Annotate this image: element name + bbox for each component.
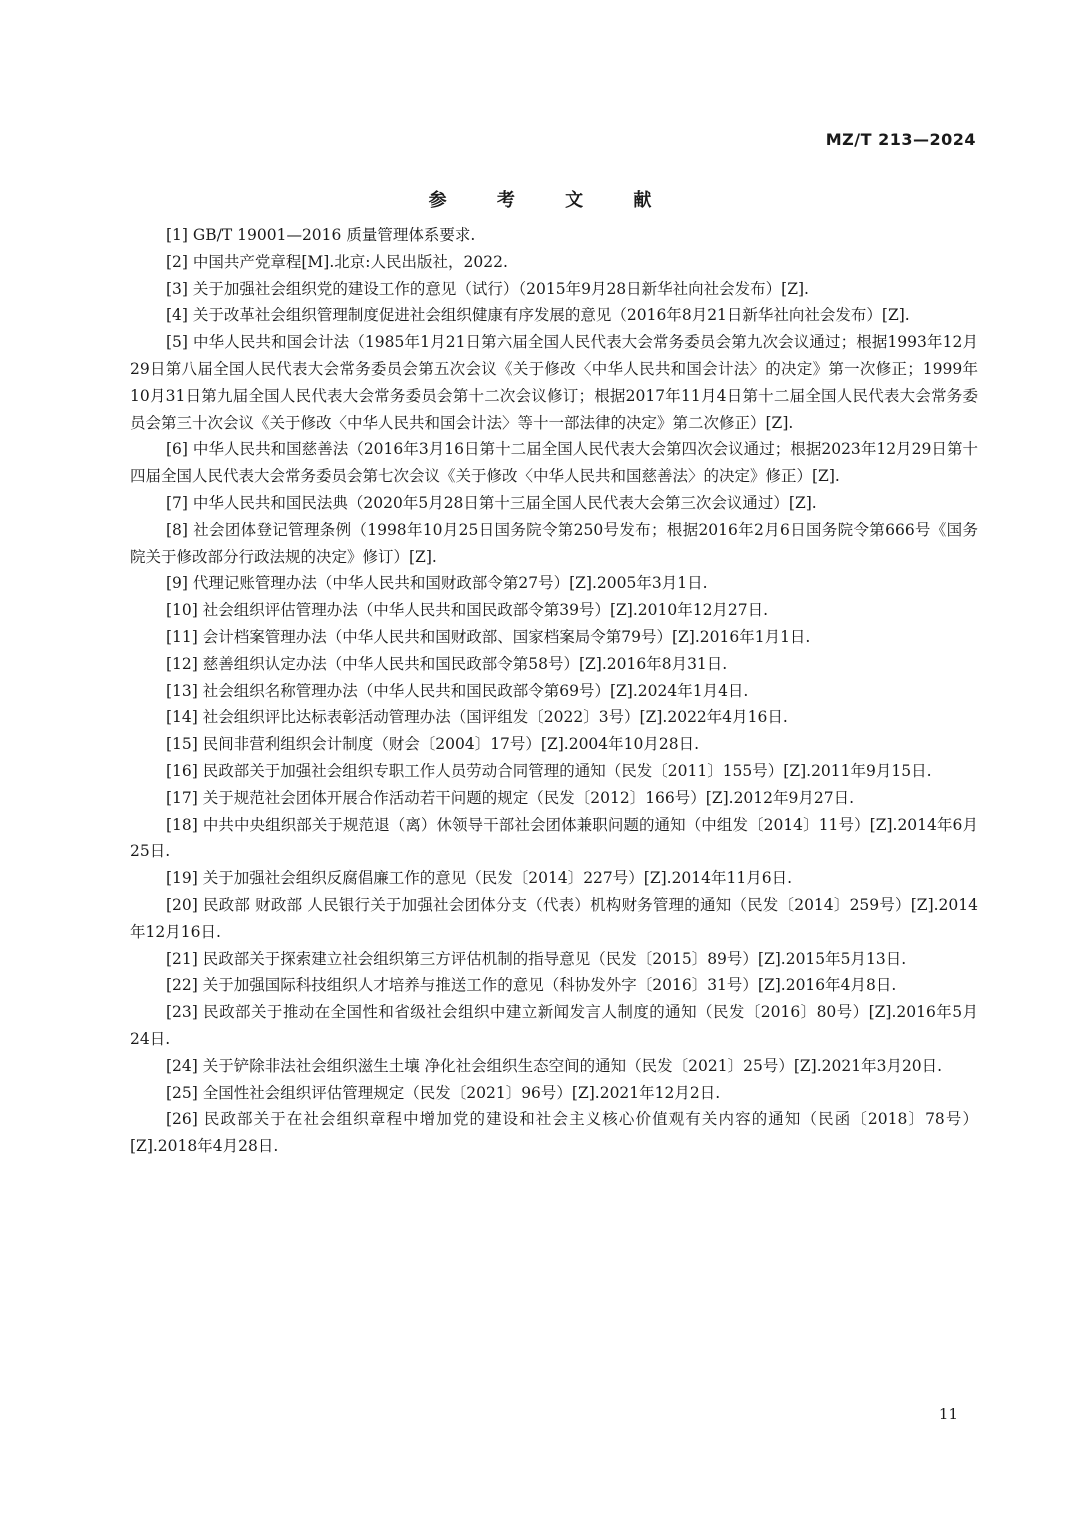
reference-item-16: [16] 民政部关于加强社会组织专职工作人员劳动合同管理的通知（民发〔2011〕155号）[Z].2011年9月15日. [166,761,932,780]
reference-item-9: [9] 代理记账管理办法（中华人民共和国财政部令第27号）[Z].2005年3月1日. [166,574,708,593]
reference-list [130,222,978,1160]
reference-item-26: [26] 民政部关于在社会组织章程中增加党的建设和社会主义核心价值观有关内容的通知（民函〔2018〕78号）[Z].2018年4月28日. [130,1110,978,1156]
reference-item-25: [25] 全国性社会组织评估管理规定（民发〔2021〕96号）[Z].2021年12月2日. [166,1083,721,1102]
reference-item-1: [1] GB/T 19001—2016 质量管理体系要求. [166,226,476,244]
reference-item-22: [22] 关于加强国际科技组织人才培养与推送工作的意见（科协发外字〔2016〕31号）[Z].2016年4月8日. [166,976,897,995]
page-number: 11 [938,1405,958,1423]
reference-item-18: [18] 中共中央组织部关于规范退（离）休领导干部社会团体兼职问题的通知（中组发〔2014〕11号）[Z].2014年6月25日. [130,815,978,861]
reference-item-7: [7] 中华人民共和国民法典（2020年5月28日第十三届全国人民代表大会第三次会议通过）[Z]. [166,493,817,512]
reference-item-8: [8] 社会团体登记管理条例（1998年10月25日国务院令第250号发布；根据2016年2月6日国务院令第666号《国务院关于修改部分行政法规的决定》修订）[Z]. [130,520,978,566]
references-heading: 参 考 文 献 [428,190,674,211]
reference-item-6: [6] 中华人民共和国慈善法（2016年3月16日第十二届全国人民代表大会第四次会议通过；根据2023年12月29日第十四届全国人民代表大会常务委员会第七次会议《关于修改〈中华人民共和国慈善法〉的决定》修正）[Z]. [130,440,978,486]
reference-item-20: [20] 民政部 财政部 人民银行关于加强社会团体分支（代表）机构财务管理的通知（民发〔2014〕259号）[Z].2014年12月16日. [130,895,978,941]
reference-item-5: [5] 中华人民共和国会计法（1985年1月21日第六届全国人民代表大会常务委员会第九次会议通过；根据1993年12月29日第八届全国人民代表大会常务委员会第五次会议《关于修改〈中华人民共和国会计法〉的决定》第一次修正；1999年10月31日第九届全国人民代表大会常务委员会第十二次会议修订；根据2017年11月4日第十二届全国人民代表大会常务委员会第三十次会议《关于修改〈中华人民共和国会计法〉等十一部法律的决定》第二次修正）[Z]. [130,333,978,432]
reference-item-13: [13] 社会组织名称管理办法（中华人民共和国民政部令第69号）[Z].2024年1月4日. [166,681,749,700]
reference-item-14: [14] 社会组织评比达标表彰活动管理办法（国评组发〔2022〕3号）[Z].2022年4月16日. [166,708,788,727]
reference-item-24: [24] 关于铲除非法社会组织滋生土壤 净化社会组织生态空间的通知（民发〔2021〕25号）[Z].2021年3月20日. [166,1056,943,1075]
reference-item-15: [15] 民间非营利组织会计制度（财会〔2004〕17号）[Z].2004年10月28日. [166,735,700,754]
standard-code: MZ/T 213—2024 [825,130,976,149]
reference-item-11: [11] 会计档案管理办法（中华人民共和国财政部、国家档案局令第79号）[Z].2016年1月1日. [166,627,811,646]
reference-item-2: [2] 中国共产党章程[M].北京:人民出版社，2022. [166,252,508,271]
reference-item-21: [21] 民政部关于探索建立社会组织第三方评估机制的指导意见（民发〔2015〕89号）[Z].2015年5月13日. [166,949,907,968]
reference-item-10: [10] 社会组织评估管理办法（中华人民共和国民政部令第39号）[Z].2010年12月27日. [166,601,769,620]
reference-item-12: [12] 慈善组织认定办法（中华人民共和国民政部令第58号）[Z].2016年8月31日. [166,654,728,673]
reference-item-19: [19] 关于加强社会组织反腐倡廉工作的意见（民发〔2014〕227号）[Z].2014年11月6日. [166,869,793,888]
reference-item-17: [17] 关于规范社会团体开展合作活动若干问题的规定（民发〔2012〕166号）[Z].2012年9月27日. [166,788,855,807]
reference-item-3: [3] 关于加强社会组织党的建设工作的意见（试行）（2015年9月28日新华社向社会发布）[Z]. [166,279,809,298]
reference-item-23: [23] 民政部关于推动在全国性和省级社会组织中建立新闻发言人制度的通知（民发〔2016〕80号）[Z].2016年5月24日. [130,1003,978,1048]
reference-item-4: [4] 关于改革社会组织管理制度促进社会组织健康有序发展的意见（2016年8月21日新华社向社会发布）[Z]. [166,306,910,325]
